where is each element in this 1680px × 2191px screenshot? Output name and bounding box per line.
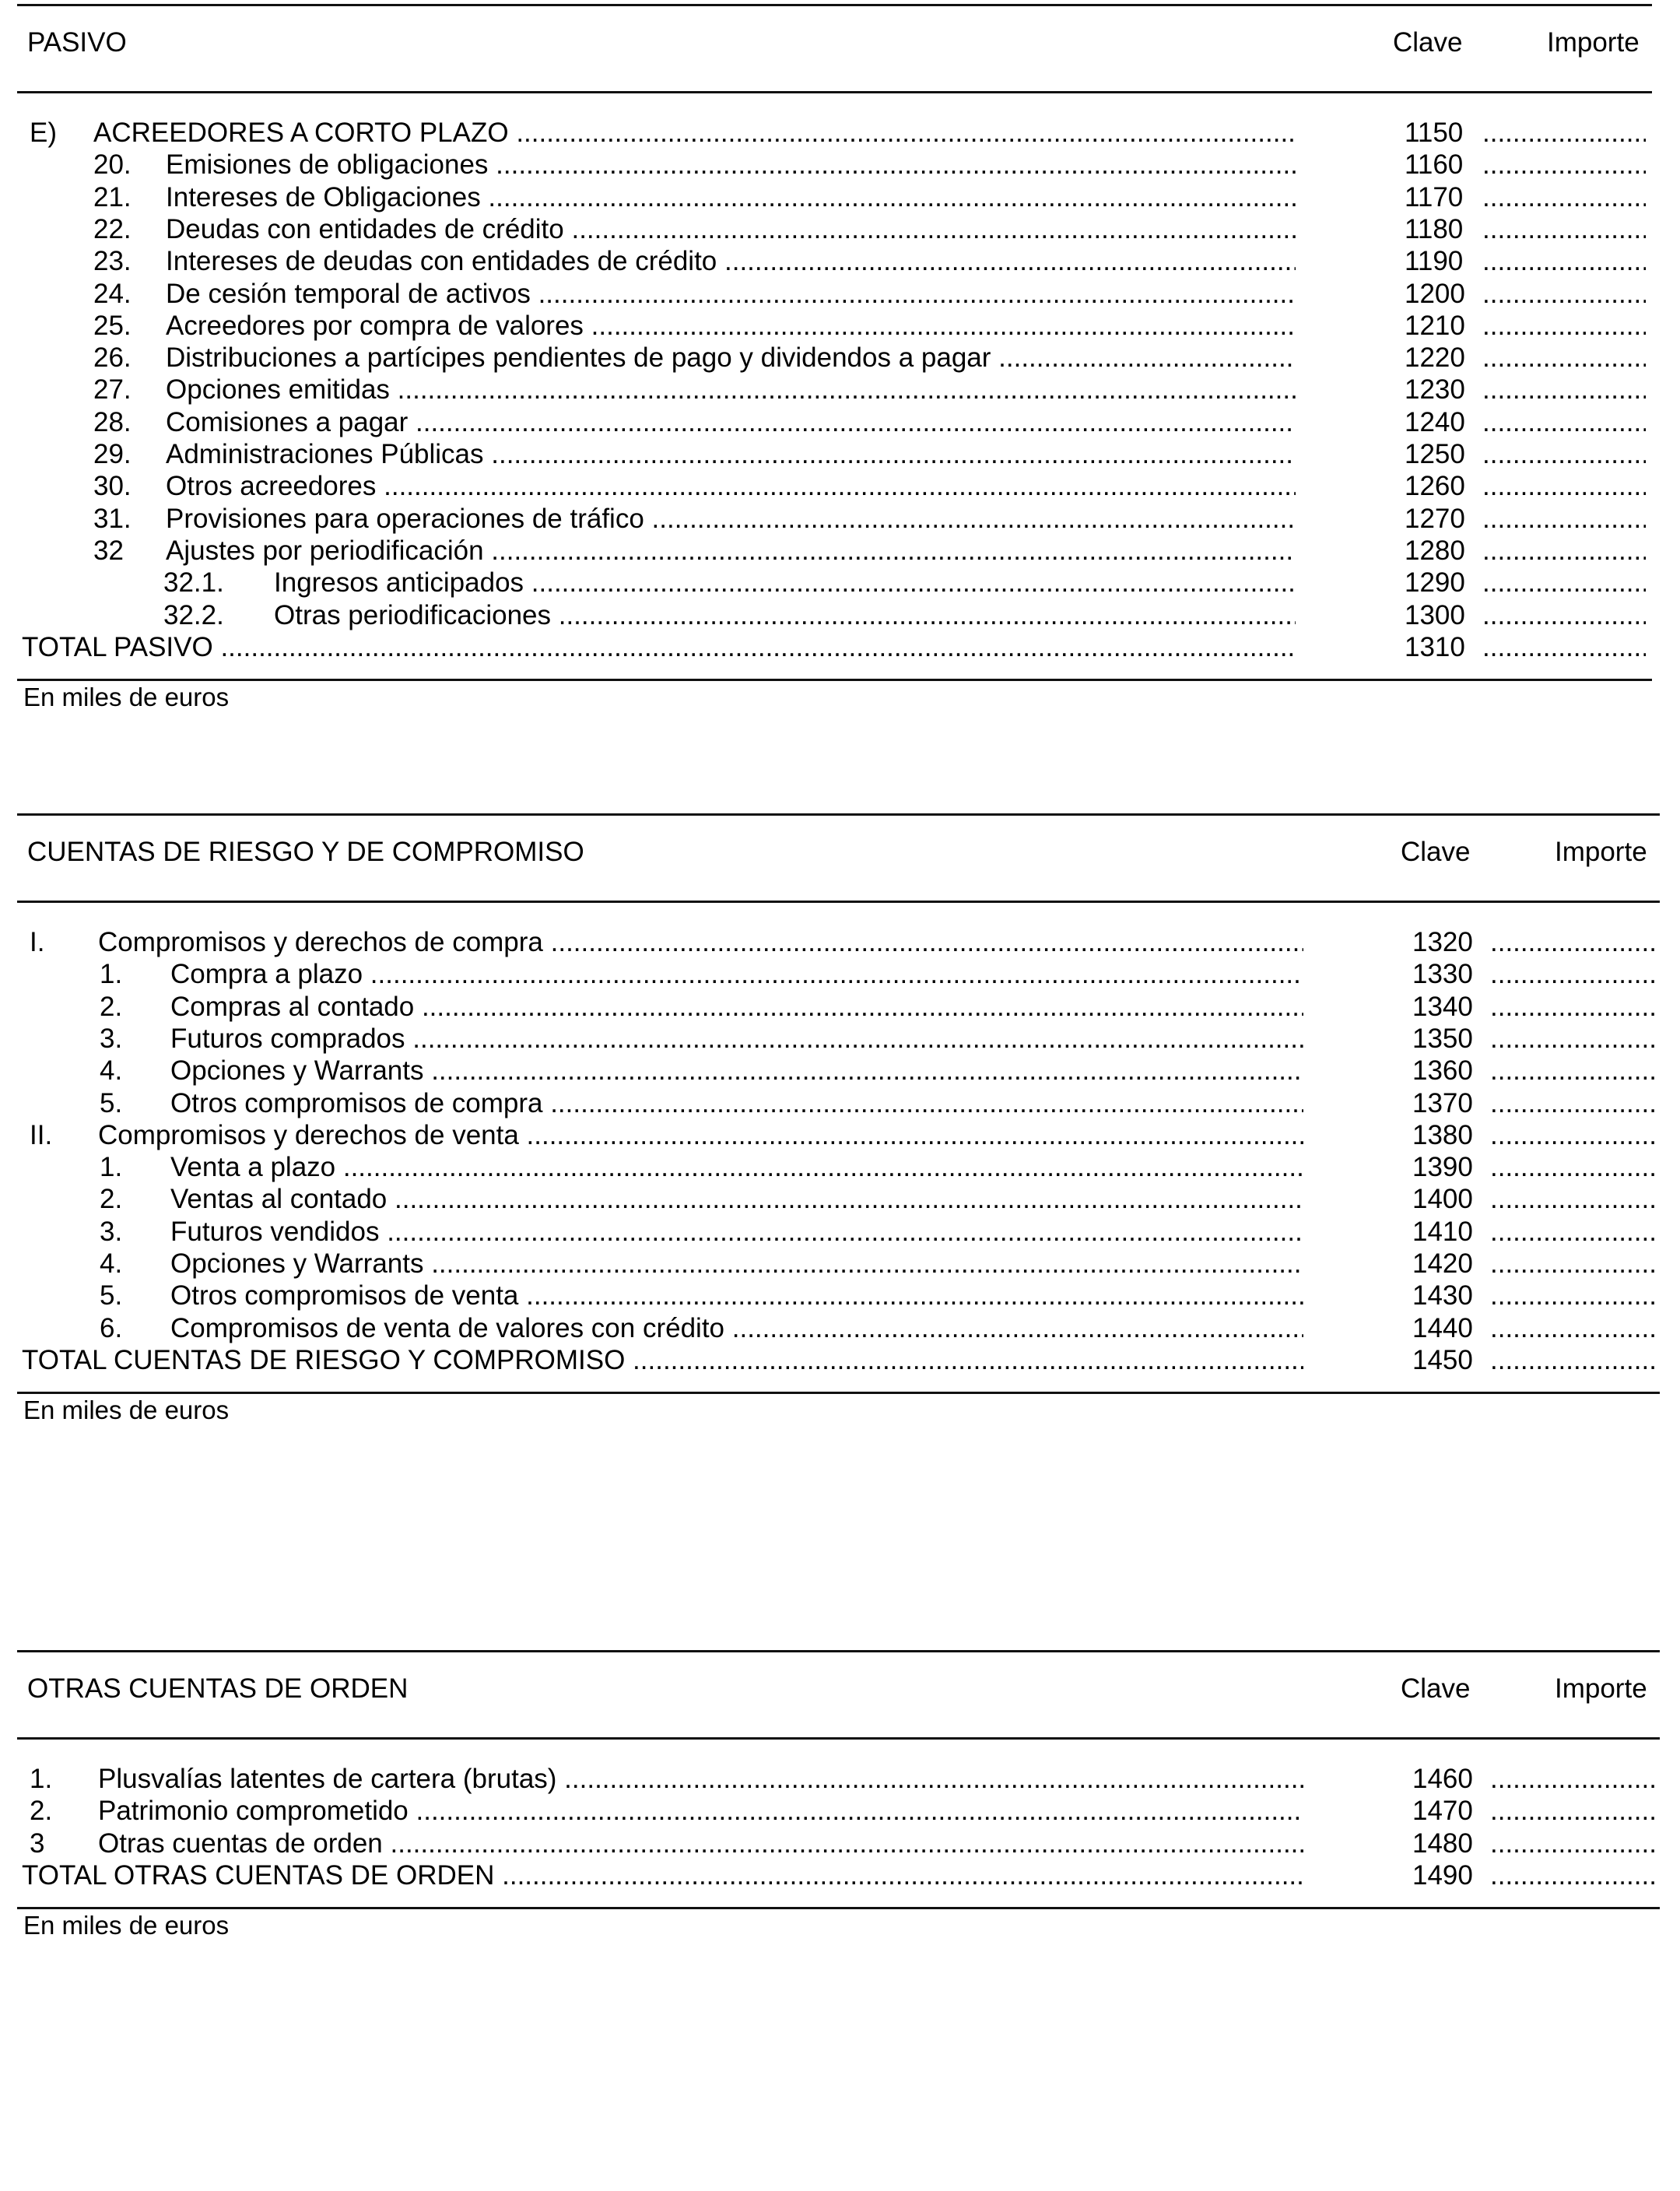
row-label: Ajustes por periodificación ..... <box>166 535 1296 567</box>
row-code: 1250 <box>1405 439 1465 469</box>
row-label: De cesión temporal de activos ..... <box>166 278 1296 310</box>
row-code: 1340 <box>1412 991 1473 1022</box>
table-row <box>0 470 1680 502</box>
row-label: Ventas al contado ..... <box>170 1183 1303 1215</box>
row-label: Venta a plazo ..... <box>170 1151 1303 1183</box>
table-row <box>0 278 1680 310</box>
header-bottom-rule <box>17 1737 1660 1740</box>
row-number: 1. <box>100 1152 123 1183</box>
row-label: Deudas con entidades de crédito ..... <box>166 213 1296 245</box>
amount-field[interactable] <box>1482 406 1646 438</box>
table-row <box>0 1023 1680 1055</box>
row-label: Distribuciones a partícipes pendientes de pago y dividendos a pagar ..... <box>166 342 1296 374</box>
units-note: En miles de euros <box>23 1396 230 1425</box>
units-note: En miles de euros <box>23 683 230 712</box>
row-number: 20. <box>93 149 132 181</box>
row-code: 1440 <box>1412 1312 1473 1343</box>
row-code: 1280 <box>1405 535 1465 566</box>
row-label: Futuros comprados ..... <box>170 1023 1303 1055</box>
header-top-rule <box>17 4 1652 6</box>
row-code: 1410 <box>1412 1216 1473 1247</box>
amount-field[interactable] <box>1482 342 1646 374</box>
row-code: 1360 <box>1412 1055 1473 1087</box>
row-label: Plusvalías latentes de cartera (brutas) ..... <box>98 1763 1303 1795</box>
table-row <box>0 631 1680 663</box>
table-row <box>0 1119 1680 1151</box>
table-row <box>0 1216 1680 1248</box>
row-code: 1370 <box>1412 1087 1473 1118</box>
amount-field[interactable] <box>1482 117 1646 149</box>
table-row <box>0 1248 1680 1280</box>
row-label: Provisiones para operaciones de tráfico ..... <box>166 503 1296 535</box>
section-bottom-rule <box>17 1392 1660 1394</box>
table-row <box>0 1087 1680 1119</box>
table-row <box>0 149 1680 181</box>
row-number: 25. <box>93 310 132 341</box>
amount-field[interactable] <box>1490 1344 1655 1376</box>
table-row <box>0 406 1680 438</box>
row-label: Intereses de Obligaciones ..... <box>166 181 1296 213</box>
row-label: ACREEDORES A CORTO PLAZO ..... <box>93 117 1296 149</box>
row-number: 28. <box>93 406 132 437</box>
amount-field[interactable] <box>1482 278 1646 310</box>
amount-field[interactable] <box>1490 1023 1655 1055</box>
row-number: 3. <box>100 1023 123 1054</box>
amount-field[interactable] <box>1490 1280 1655 1311</box>
section-title: PASIVO <box>27 27 127 58</box>
table-row <box>0 181 1680 213</box>
row-number: 4. <box>100 1248 123 1279</box>
row-label: Administraciones Públicas ..... <box>166 438 1296 470</box>
row-code: 1490 <box>1412 1859 1473 1891</box>
table-row <box>0 1312 1680 1344</box>
row-code: 1310 <box>1405 631 1465 662</box>
amount-field[interactable] <box>1482 599 1646 631</box>
table-row <box>0 958 1680 990</box>
section-bottom-rule <box>17 1907 1660 1909</box>
table-row <box>0 1763 1680 1795</box>
row-number: E) <box>30 118 57 148</box>
header-bottom-rule <box>17 91 1652 93</box>
column-header-importe: Importe <box>1547 27 1640 58</box>
row-number: 5. <box>100 1280 123 1311</box>
table-row <box>0 342 1680 374</box>
row-number: 2. <box>30 1796 53 1827</box>
amount-field[interactable] <box>1482 535 1646 567</box>
table-row <box>0 1151 1680 1183</box>
row-code: 1380 <box>1412 1119 1473 1150</box>
table-row <box>0 1183 1680 1215</box>
table-row <box>0 1280 1680 1311</box>
row-code: 1160 <box>1405 149 1464 181</box>
row-label: Acreedores por compra de valores ..... <box>166 310 1296 342</box>
table-row <box>0 438 1680 470</box>
table-row <box>0 1828 1680 1859</box>
row-code: 1190 <box>1405 246 1464 277</box>
row-label: Compras al contado ..... <box>170 991 1303 1023</box>
row-code: 1330 <box>1412 959 1473 990</box>
row-code: 1300 <box>1405 599 1465 630</box>
amount-field[interactable] <box>1482 438 1646 470</box>
row-label: Compromisos de venta de valores con crédito ..... <box>170 1312 1303 1344</box>
row-code: 1170 <box>1405 181 1464 212</box>
amount-field[interactable] <box>1482 374 1646 406</box>
row-label: Emisiones de obligaciones ..... <box>166 149 1296 181</box>
amount-field[interactable] <box>1490 1055 1655 1087</box>
row-number: 32.2. <box>163 599 224 630</box>
amount-field[interactable] <box>1490 1795 1655 1827</box>
amount-field[interactable] <box>1490 1828 1655 1859</box>
section-2 <box>0 809 1680 1425</box>
row-number: 32.1. <box>163 567 224 599</box>
row-label: Intereses de deudas con entidades de crédito ..... <box>166 245 1296 277</box>
amount-field[interactable] <box>1490 1248 1655 1280</box>
row-code: 1290 <box>1405 567 1465 599</box>
row-code: 1480 <box>1412 1828 1473 1859</box>
table-row <box>0 1055 1680 1087</box>
row-label: Otros acreedores ..... <box>166 470 1296 502</box>
row-number: II. <box>30 1119 53 1150</box>
row-code: 1270 <box>1405 503 1465 534</box>
amount-field[interactable] <box>1482 310 1646 342</box>
row-code: 1390 <box>1412 1152 1473 1183</box>
row-label: TOTAL CUENTAS DE RIESGO Y COMPROMISO ..... <box>22 1344 1303 1376</box>
table-row <box>0 245 1680 277</box>
row-code: 1200 <box>1405 278 1465 309</box>
table-row <box>0 567 1680 599</box>
amount-field[interactable] <box>1490 991 1655 1023</box>
header-bottom-rule <box>17 901 1660 903</box>
amount-field[interactable] <box>1490 1087 1655 1119</box>
amount-field[interactable] <box>1482 567 1646 599</box>
row-code: 1220 <box>1405 342 1465 374</box>
row-number: 2. <box>100 1184 123 1215</box>
amount-field[interactable] <box>1482 213 1646 245</box>
amount-field[interactable] <box>1490 958 1655 990</box>
row-number: 29. <box>93 439 132 469</box>
table-row <box>0 213 1680 245</box>
table-row <box>0 117 1680 149</box>
header-top-rule <box>17 813 1660 816</box>
row-code: 1260 <box>1405 471 1465 502</box>
table-row <box>0 926 1680 958</box>
amount-field[interactable] <box>1490 1151 1655 1183</box>
column-header-importe: Importe <box>1555 837 1647 867</box>
column-header-importe: Importe <box>1555 1673 1647 1704</box>
amount-field[interactable] <box>1490 1859 1655 1891</box>
row-label: Otros compromisos de compra ..... <box>170 1087 1303 1119</box>
row-number: 23. <box>93 246 132 277</box>
table-row <box>0 1859 1680 1891</box>
row-label: Comisiones a pagar ..... <box>166 406 1296 438</box>
row-code: 1230 <box>1405 374 1465 406</box>
section-title: CUENTAS DE RIESGO Y DE COMPROMISO <box>27 837 584 867</box>
amount-field[interactable] <box>1482 245 1646 277</box>
amount-field[interactable] <box>1490 1216 1655 1248</box>
row-code: 1470 <box>1412 1796 1473 1827</box>
table-row <box>0 1344 1680 1376</box>
row-label: Opciones y Warrants ..... <box>170 1248 1303 1280</box>
row-code: 1240 <box>1405 406 1465 437</box>
row-number: 22. <box>93 213 132 244</box>
amount-field[interactable] <box>1482 149 1646 181</box>
row-code: 1400 <box>1412 1184 1473 1215</box>
section-title: OTRAS CUENTAS DE ORDEN <box>27 1673 409 1704</box>
row-code: 1450 <box>1412 1344 1473 1375</box>
row-code: 1150 <box>1405 118 1464 148</box>
column-header-clave: Clave <box>1393 27 1463 58</box>
row-code: 1350 <box>1412 1023 1473 1054</box>
row-label: Compromisos y derechos de compra ..... <box>98 926 1303 958</box>
amount-field[interactable] <box>1490 926 1655 958</box>
row-label: Futuros vendidos ..... <box>170 1216 1303 1248</box>
row-label: Otras cuentas de orden ..... <box>98 1828 1303 1859</box>
amount-field[interactable] <box>1490 1312 1655 1344</box>
row-number: 27. <box>93 374 132 406</box>
row-number: 30. <box>93 471 132 502</box>
amount-field[interactable] <box>1482 181 1646 213</box>
amount-field[interactable] <box>1482 470 1646 502</box>
row-label: TOTAL PASIVO ..... <box>22 631 1296 663</box>
row-code: 1320 <box>1412 927 1473 957</box>
units-note: En miles de euros <box>23 1911 230 1940</box>
section-bottom-rule <box>17 679 1652 681</box>
row-number: 21. <box>93 181 132 212</box>
table-row <box>0 503 1680 535</box>
amount-field[interactable] <box>1482 503 1646 535</box>
row-number: 4. <box>100 1055 123 1087</box>
row-number: 5. <box>100 1087 123 1118</box>
row-code: 1460 <box>1412 1764 1473 1794</box>
section-1 <box>0 0 1680 712</box>
table-row <box>0 310 1680 342</box>
row-code: 1430 <box>1412 1280 1473 1311</box>
amount-field[interactable] <box>1490 1183 1655 1215</box>
row-number: 2. <box>100 991 123 1022</box>
row-label: Ingresos anticipados ..... <box>274 567 1296 599</box>
row-label: Otras periodificaciones ..... <box>274 599 1296 631</box>
row-label: Opciones y Warrants ..... <box>170 1055 1303 1087</box>
row-label: Compra a plazo ..... <box>170 958 1303 990</box>
amount-field[interactable] <box>1490 1119 1655 1151</box>
row-label: Patrimonio comprometido ..... <box>98 1795 1303 1827</box>
header-top-rule <box>17 1650 1660 1652</box>
row-number: I. <box>30 927 45 957</box>
column-header-clave: Clave <box>1401 837 1471 867</box>
row-number: 1. <box>30 1764 53 1794</box>
row-number: 3. <box>100 1216 123 1247</box>
amount-field[interactable] <box>1490 1763 1655 1795</box>
row-label: Compromisos y derechos de venta ..... <box>98 1119 1303 1151</box>
row-label: TOTAL OTRAS CUENTAS DE ORDEN ..... <box>22 1859 1303 1891</box>
row-code: 1180 <box>1405 213 1464 244</box>
row-number: 6. <box>100 1312 123 1343</box>
row-label: Opciones emitidas ..... <box>166 374 1296 406</box>
column-header-clave: Clave <box>1401 1673 1471 1704</box>
table-row <box>0 535 1680 567</box>
table-row <box>0 374 1680 406</box>
section-3 <box>0 1646 1680 2191</box>
table-row <box>0 599 1680 631</box>
row-label: Otros compromisos de venta ..... <box>170 1280 1303 1311</box>
row-code: 1210 <box>1405 310 1465 341</box>
row-number: 26. <box>93 342 132 374</box>
row-number: 3 <box>30 1828 45 1859</box>
row-code: 1420 <box>1412 1248 1473 1279</box>
table-row <box>0 991 1680 1023</box>
row-number: 31. <box>93 503 132 534</box>
row-number: 1. <box>100 959 123 990</box>
row-number: 32 <box>93 535 124 566</box>
row-number: 24. <box>93 278 132 309</box>
amount-field[interactable] <box>1482 631 1646 663</box>
table-row <box>0 1795 1680 1827</box>
